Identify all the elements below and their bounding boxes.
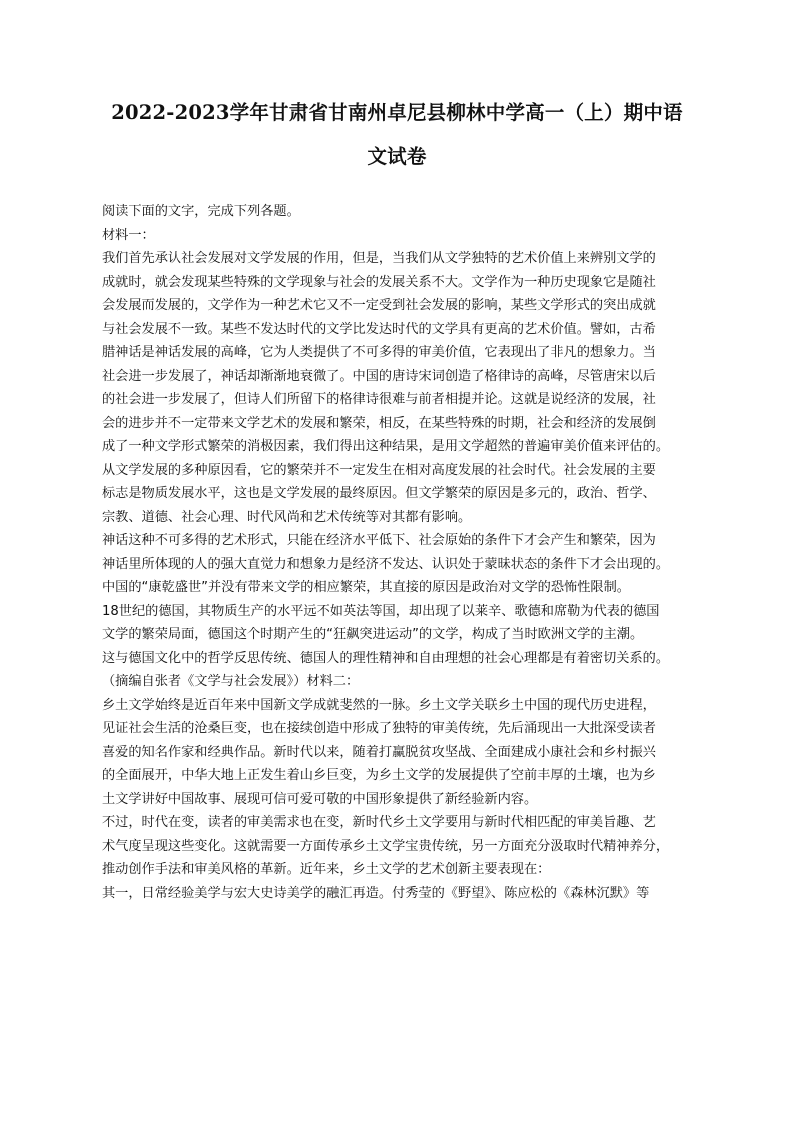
body-text-line: 这与德国文化中的哲学反思传统、德国人的理性精神和自由理想的社会心理都是有着密切关系的。 xyxy=(102,650,670,666)
body-text-line: 土文学讲好中国故事、展现可信可爱可敬的中国形象提供了新经验新内容。 xyxy=(102,791,538,807)
body-text-line: 喜爱的知名作家和经典作品。新时代以来，随着打赢脱贫攻坚战、全面建成小康社会和乡村振兴 xyxy=(102,744,656,760)
body-text-line: 推动创作手法和审美风格的革新。近年来，乡土文学的艺术创新主要表现在： xyxy=(102,862,551,877)
body-text-line: 术气度呈现这些变化。这就需要一方面传承乡土文学宝贵传统，另一方面充分汲取时代精神养分， xyxy=(102,838,670,854)
body-text-line: 其一，日常经验美学与宏大史诗美学的融汇再造。付秀莹的《野望》、陈应松的《森林沉默》等 xyxy=(102,885,650,901)
body-text-line: 的社会进一步发展了，但诗人们所留下的格律诗很难与前者相提并论。这就是说经济的发展，社 xyxy=(102,392,656,407)
document-title-line-1: 2022-2023学年甘肃省甘南州卓尼县柳林中学高一（上）期中语 xyxy=(111,101,683,124)
body-text-line: 社会进一步发展了，神话却渐渐地衰微了。中国的唐诗宋词创造了格律诗的高峰，尽管唐宋以后 xyxy=(102,368,656,384)
body-text-line: 神话里所体现的人的强大直觉力和想象力是经济不发达、认识处于蒙昧状态的条件下才会出现的。 xyxy=(102,556,670,572)
document-body xyxy=(102,200,702,905)
body-text-line: 宗教、道德、社会心理、时代风尚和艺术传统等对其都有影响。 xyxy=(102,509,472,525)
body-text-line: 腊神话是神话发展的高峰，它为人类提供了不可多得的审美价值，它表现出了非凡的想象力。当 xyxy=(102,345,656,360)
body-text-line: 乡土文学始终是近百年来中国新文学成就斐然的一脉。乡土文学关联乡土中国的现代历史进程， xyxy=(102,697,656,713)
body-text-line: 标志是物质发展水平，这也是文学发展的最终原因。但文学繁荣的原因是多元的，政治、哲学、 xyxy=(102,486,656,501)
body-text-line: 的全面展开，中华大地上正发生着山乡巨变，为乡土文学的发展提供了空前丰厚的土壤，也为乡 xyxy=(102,768,656,783)
body-text-line: 中国的“康乾盛世”并没有带来文学的相应繁荣，其直接的原因是政治对文学的恐怖性限制。 xyxy=(102,580,630,595)
body-text-line: 我们首先承认社会发展对文学发展的作用，但是，当我们从文学独特的艺术价值上来辨别文学的 xyxy=(102,251,656,266)
body-text-line: 会发展而发展的，文学作为一种艺术它又不一定受到社会发展的影响，某些文学形式的突出成就 xyxy=(102,298,656,313)
body-text-line: 从文学发展的多种原因看，它的繁荣并不一定发生在相对高度发展的社会时代。社会发展的主要 xyxy=(102,462,656,478)
body-text-line: （摘编自张者《文学与社会发展》）材料二： xyxy=(102,674,360,689)
body-text-line: 材料一： xyxy=(102,227,155,243)
body-text-line: 成了一种文学形式繁荣的消极因素，我们得出这种结果，是用文学超然的普遍审美价值来评估的。 xyxy=(102,439,670,454)
body-text-line: 见证社会生活的沧桑巨变，也在接续创造中形成了独特的审美传统，先后涌现出一大批深受读者 xyxy=(102,721,656,736)
body-text-line: 神话这种不可多得的艺术形式，只能在经济水平低下、社会原始的条件下才会产生和繁荣，因为 xyxy=(102,533,656,548)
body-text-line: 18世纪的德国，其物质生产的水平远不如英法等国，却出现了以莱辛、歌德和席勒为代表的德国 xyxy=(102,603,660,619)
body-text-line: 会的进步并不一定带来文学艺术的发展和繁荣，相反，在某些特殊的时期，社会和经济的发展倒 xyxy=(102,415,656,431)
body-text-line: 与社会发展不一致。某些不发达时代的文学比发达时代的文学具有更高的艺术价值。譬如，古希 xyxy=(102,321,656,337)
body-text-line: 成就时，就会发现某些特殊的文学现象与社会的发展关系不大。文学作为一种历史现象它是随社 xyxy=(102,274,656,290)
body-text-line: 文学的繁荣局面，德国这个时期产生的“狂飙突进运动”的文学，构成了当时欧洲文学的主潮。 xyxy=(102,627,644,642)
body-text-line: 不过，时代在变，读者的审美需求也在变，新时代乡土文学要用与新时代相匹配的审美旨趣、艺 xyxy=(102,815,656,830)
body-text-line: 阅读下面的文字，完成下列各题。 xyxy=(102,204,300,219)
document-title-line-2: 文试卷 xyxy=(367,145,427,168)
